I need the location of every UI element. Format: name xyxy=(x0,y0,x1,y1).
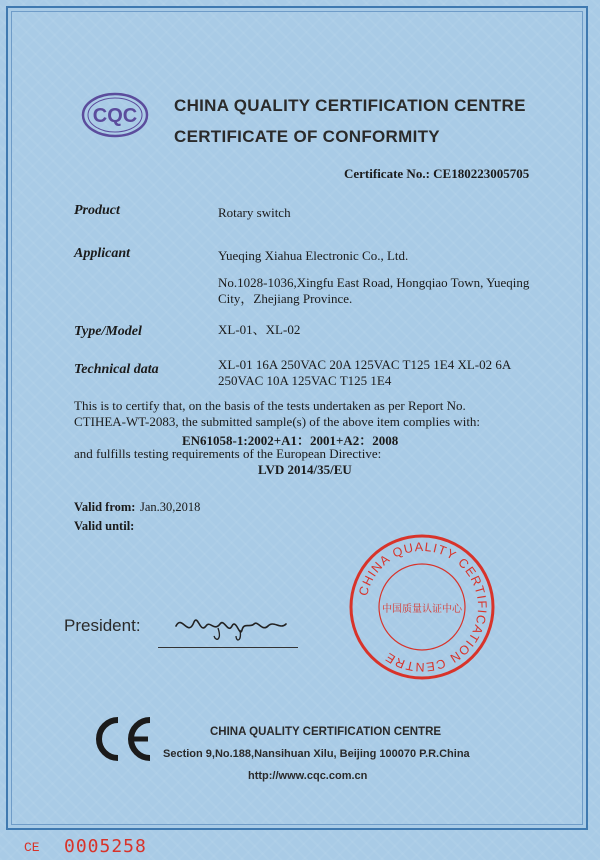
product-label: Product xyxy=(74,203,120,218)
certificate-number-label: Certificate No.: xyxy=(344,166,430,181)
product-value: Rotary switch xyxy=(218,205,291,220)
signature-icon xyxy=(170,608,290,644)
applicant-label: Applicant xyxy=(74,246,131,261)
statement-line-2: CTIHEA-WT-2083, the submitted sample(s) of the above item complies with: xyxy=(74,414,481,429)
standard-reference: EN61058-1:2002+A1：2001+A2：2008 xyxy=(182,433,399,448)
seal-text-cn: 中国质量认证中心 xyxy=(382,604,462,615)
technical-data-label: Technical data xyxy=(74,362,159,377)
statement-line-1: This is to certify that, on the basis of the tests undertaken as per Report No. xyxy=(74,398,466,413)
logo-text: CQC xyxy=(92,105,138,127)
official-seal-icon xyxy=(347,532,497,682)
footer-address: Section 9,No.188,Nansihuan Xilu, Beijing 100070 P.R.China xyxy=(163,748,470,760)
serial-number: 0005258 xyxy=(64,836,147,857)
cqc-logo-icon xyxy=(80,90,150,140)
signature-line xyxy=(158,647,298,648)
footer-organization: CHINA QUALITY CERTIFICATION CENTRE xyxy=(210,726,442,738)
footer-url: http://www.cqc.com.cn xyxy=(248,770,368,782)
serial-prefix: CE xyxy=(24,840,40,855)
statement-line-3: and fulfills testing requirements of the European Directive: xyxy=(74,446,382,461)
valid-from-label: Valid from: xyxy=(74,500,136,514)
ce-mark-icon xyxy=(88,714,158,764)
certificate-number-value: CE180223005705 xyxy=(433,166,530,181)
type-model-label: Type/Model xyxy=(74,324,142,339)
seal-text-en: CHINA QUALITY CERTIFICATION CENTRE xyxy=(356,539,490,675)
certificate-number xyxy=(344,166,529,182)
type-model-value: XL-01、XL-02 xyxy=(218,322,301,337)
applicant-address-line-2: City，Zhejiang Province. xyxy=(218,291,353,306)
president-label: President: xyxy=(64,616,141,635)
directive-reference: LVD 2014/35/EU xyxy=(258,462,352,477)
organization-title: CHINA QUALITY CERTIFICATION CENTRE xyxy=(174,96,526,115)
technical-data-line-2: 250VAC 10A 125VAC T125 1E4 xyxy=(218,373,392,388)
valid-from-value: Jan.30,2018 xyxy=(140,500,201,514)
document-title: CERTIFICATE OF CONFORMITY xyxy=(174,127,440,146)
applicant-name: Yueqing Xiahua Electronic Co., Ltd. xyxy=(218,248,409,263)
ce-mark-text: CE xyxy=(88,714,90,715)
valid-until-label: Valid until: xyxy=(74,519,135,533)
technical-data-line-1: XL-01 16A 250VAC 20A 125VAC T125 1E4 XL-02 6A xyxy=(218,357,512,372)
applicant-address-line-1: No.1028-1036,Xingfu East Road, Hongqiao Town, Yueqing xyxy=(218,275,530,290)
